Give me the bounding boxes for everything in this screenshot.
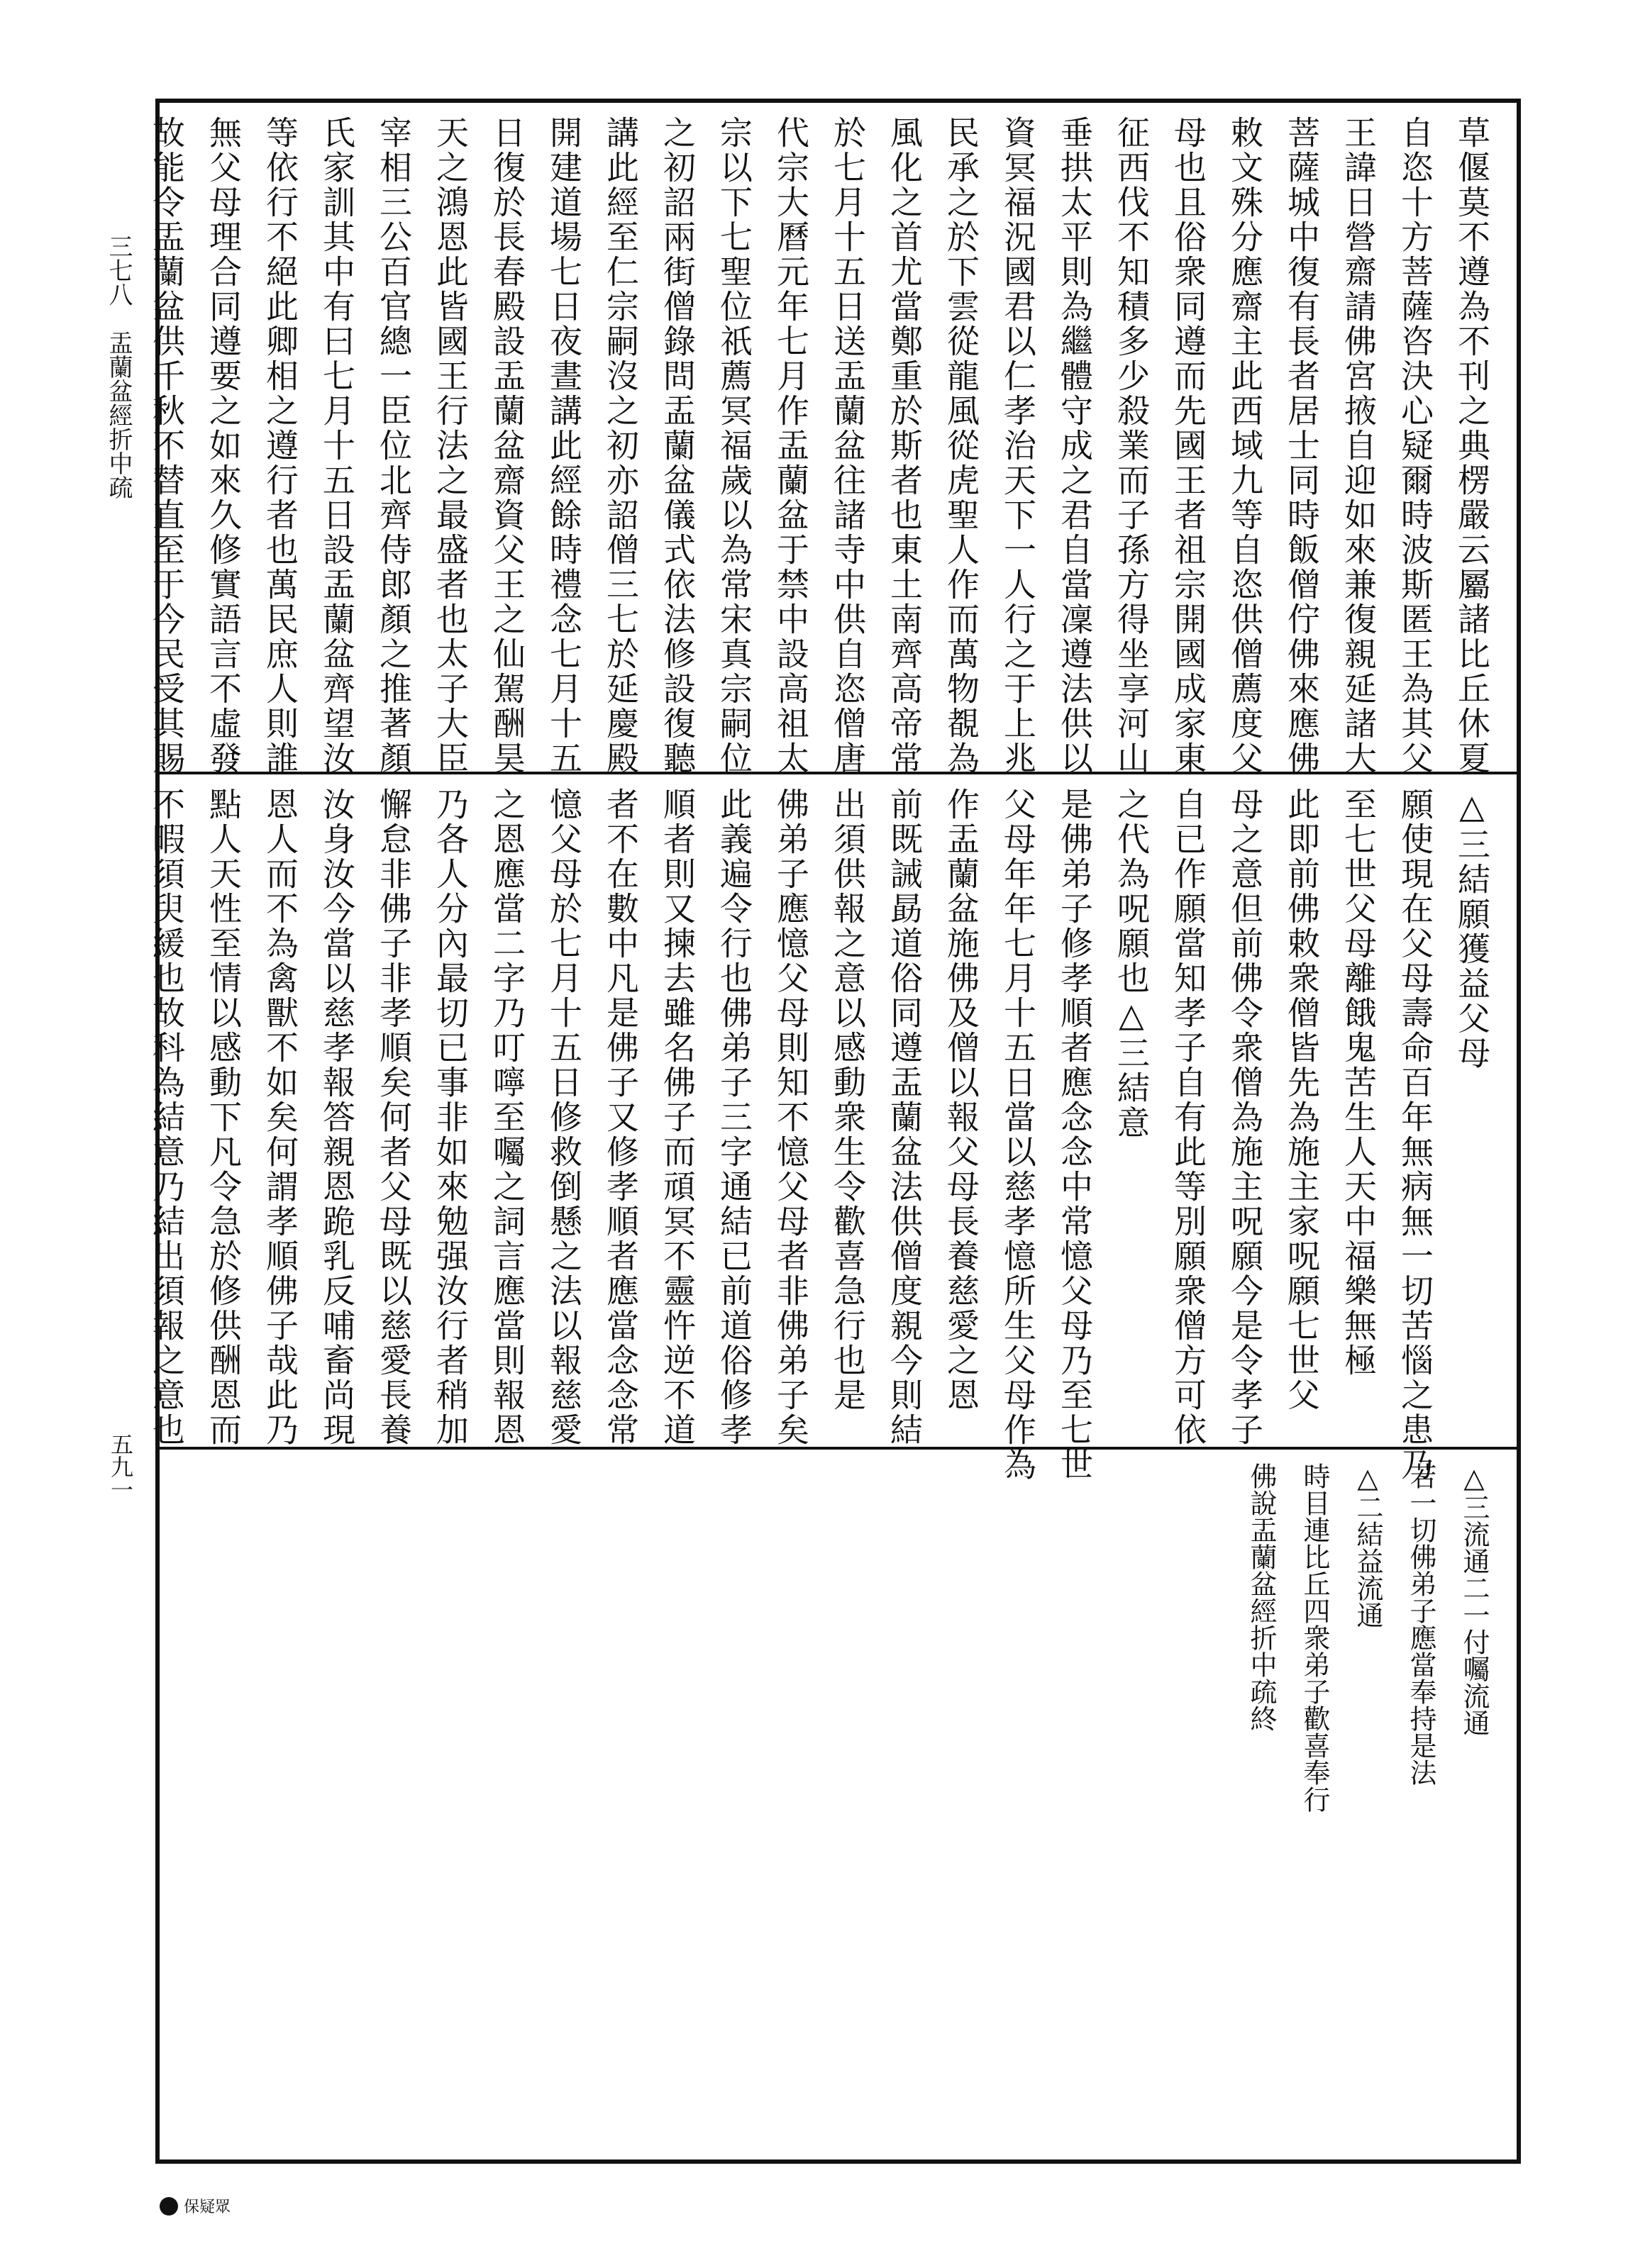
text-column: 此即前佛敕衆僧皆先為施主家呪願七世父 bbox=[1283, 787, 1321, 1413]
text-column: 天之鴻恩此皆國王行法之最盛者也太子大臣 bbox=[431, 116, 470, 776]
text-column: 不暇須臾緩也故科為結意乃結出須報之意也 bbox=[148, 787, 186, 1447]
text-column: 草偃莫不遵為不刊之典楞嚴云屬諸比丘休夏 bbox=[1453, 116, 1491, 776]
text-column: 代宗大曆元年七月作盂蘭盆于禁中設高祖太 bbox=[772, 116, 810, 776]
text-column: 是佛弟子修孝順者應念念中常憶父母乃至七世 bbox=[1056, 787, 1094, 1482]
top-text-section bbox=[148, 116, 1500, 776]
text-column: 等依行不絕此卿相之遵行者也萬民庶人則誰 bbox=[261, 116, 299, 776]
text-column: 民承之於下雲從龍風從虎聖人作而萬物覩為 bbox=[942, 116, 980, 776]
text-column: 講此經至仁宗嗣沒之初亦詔僧三七於延慶殿 bbox=[602, 116, 640, 776]
text-column: 作盂蘭盆施佛及僧以報父母長養慈愛之恩 bbox=[942, 787, 980, 1413]
text-column: △三結願獲益父母 bbox=[1453, 787, 1491, 1071]
section-divider-lower bbox=[155, 1447, 1521, 1450]
footer-mark bbox=[160, 2195, 231, 2217]
text-column: 若一切佛弟子應當奉持是法 bbox=[1405, 1462, 1436, 1786]
text-column: 者不在數中凡是佛子又修孝順者應當念念常 bbox=[602, 787, 640, 1447]
text-column: 之代為呪願也△三結意 bbox=[1112, 787, 1151, 1140]
text-column: 乃各人分內最切已事非如來勉强汝行者稍加 bbox=[431, 787, 470, 1447]
text-column: 菩薩城中復有長者居士同時飯僧佇佛來應佛 bbox=[1283, 116, 1321, 776]
text-column: 點人天性至情以感動下凡令急於修供酬恩而 bbox=[204, 787, 243, 1447]
text-column: 出須供報之意以感動衆生令歡喜急行也是 bbox=[829, 787, 867, 1413]
text-column: 日復於長春殿設盂蘭盆齋資父王之仙駕酬昊 bbox=[488, 116, 526, 776]
text-column: 宗以下七聖位祇薦冥福歲以為常宋真宗嗣位 bbox=[715, 116, 753, 776]
text-column: 資冥福況國君以仁孝治天下一人行之于上兆 bbox=[999, 116, 1037, 776]
running-head: 三七八 盂蘭盆經折中疏 bbox=[104, 234, 133, 499]
bottom-text-section bbox=[174, 1462, 1500, 1813]
text-column: 此義遍令行也佛弟子三字通結已前道俗修孝 bbox=[715, 787, 753, 1447]
text-column: 前既誡勗道俗同遵盂蘭盆法供僧度親今則結 bbox=[885, 787, 924, 1447]
text-column: 恩人而不為禽獸不如矣何謂孝順佛子哉此乃 bbox=[261, 787, 299, 1447]
text-column: 敕文殊分應齋主此西域九等自恣供僧薦度父 bbox=[1226, 116, 1264, 776]
text-column: 開建道場七日夜晝講此經餘時禮念七月十五 bbox=[545, 116, 583, 776]
bullet-icon bbox=[160, 2197, 178, 2216]
text-column: 自恣十方菩薩咨決心疑爾時波斯匿王為其父 bbox=[1396, 116, 1434, 776]
text-column: 願使現在父母壽命百年無病無一切苦惱之患乃 bbox=[1396, 787, 1434, 1482]
text-column: 至七世父母離餓鬼苦生人天中福樂無極 bbox=[1339, 787, 1378, 1378]
text-column: △三流通二一付囑流通 bbox=[1458, 1462, 1490, 1736]
text-column: 王諱日營齋請佛宮掖自迎如來兼復親延諸大 bbox=[1339, 116, 1378, 776]
text-column: 垂拱太平則為繼體守成之君自當凜遵法供以 bbox=[1056, 116, 1094, 776]
text-column: 母之意但前佛令衆僧為施主呪願今是令孝子 bbox=[1226, 787, 1264, 1447]
text-column: 氏家訓其中有曰七月十五日設盂蘭盆齊望汝 bbox=[318, 116, 356, 776]
text-column: 之恩應當二字乃叮嚀至囑之詞言應當則報恩 bbox=[488, 787, 526, 1447]
text-column: 於七月十五日送盂蘭盆往諸寺中供自恣僧唐 bbox=[829, 116, 867, 776]
text-column: 母也且俗衆同遵而先國王者祖宗開國成家東 bbox=[1169, 116, 1207, 776]
text-column: 懈怠非佛子非孝順矣何者父母既以慈愛長養 bbox=[375, 787, 413, 1447]
text-column: 故能令盂蘭盆供千秋不替直至于今民受其賜 bbox=[148, 116, 186, 776]
footer-text: 保疑眾 bbox=[184, 2198, 231, 2216]
text-column: 佛弟子應憶父母則知不憶父母者非佛弟子矣 bbox=[772, 787, 810, 1447]
page-number: 五九一 bbox=[107, 1433, 134, 1501]
text-column: 父母年年七月十五日當以慈孝憶所生父母作為 bbox=[999, 787, 1037, 1482]
text-column: 時目連比丘四衆弟子歡喜奉行 bbox=[1299, 1462, 1330, 1813]
text-column: 征西伐不知積多少殺業而子孫方得坐享河山 bbox=[1112, 116, 1151, 776]
text-column: 宰相三公百官總一臣位北齊侍郎顏之推著顏 bbox=[375, 116, 413, 776]
text-column: 無父母理合同遵要之如來久修實語言不虛發 bbox=[204, 116, 243, 776]
text-column: 自已作願當知孝子自有此等別願衆僧方可依 bbox=[1169, 787, 1207, 1447]
text-column: 汝身汝今當以慈孝報答親恩跪乳反哺畜尚現 bbox=[318, 787, 356, 1447]
text-column: 憶父母於七月十五日修救倒懸之法以報慈愛 bbox=[545, 787, 583, 1447]
text-column: 佛說盂蘭盆經折中疏終 bbox=[1246, 1462, 1277, 1732]
text-column: 風化之首尤當鄭重於斯者也東土南齊高帝常 bbox=[885, 116, 924, 776]
text-column: 順者則又揀去雖名佛子而頑冥不靈忤逆不道 bbox=[658, 787, 697, 1447]
middle-text-section bbox=[148, 787, 1500, 1482]
text-column: △二結益流通 bbox=[1352, 1462, 1383, 1628]
text-column: 之初詔兩街僧錄問盂蘭盆儀式依法修設復聽 bbox=[658, 116, 697, 776]
